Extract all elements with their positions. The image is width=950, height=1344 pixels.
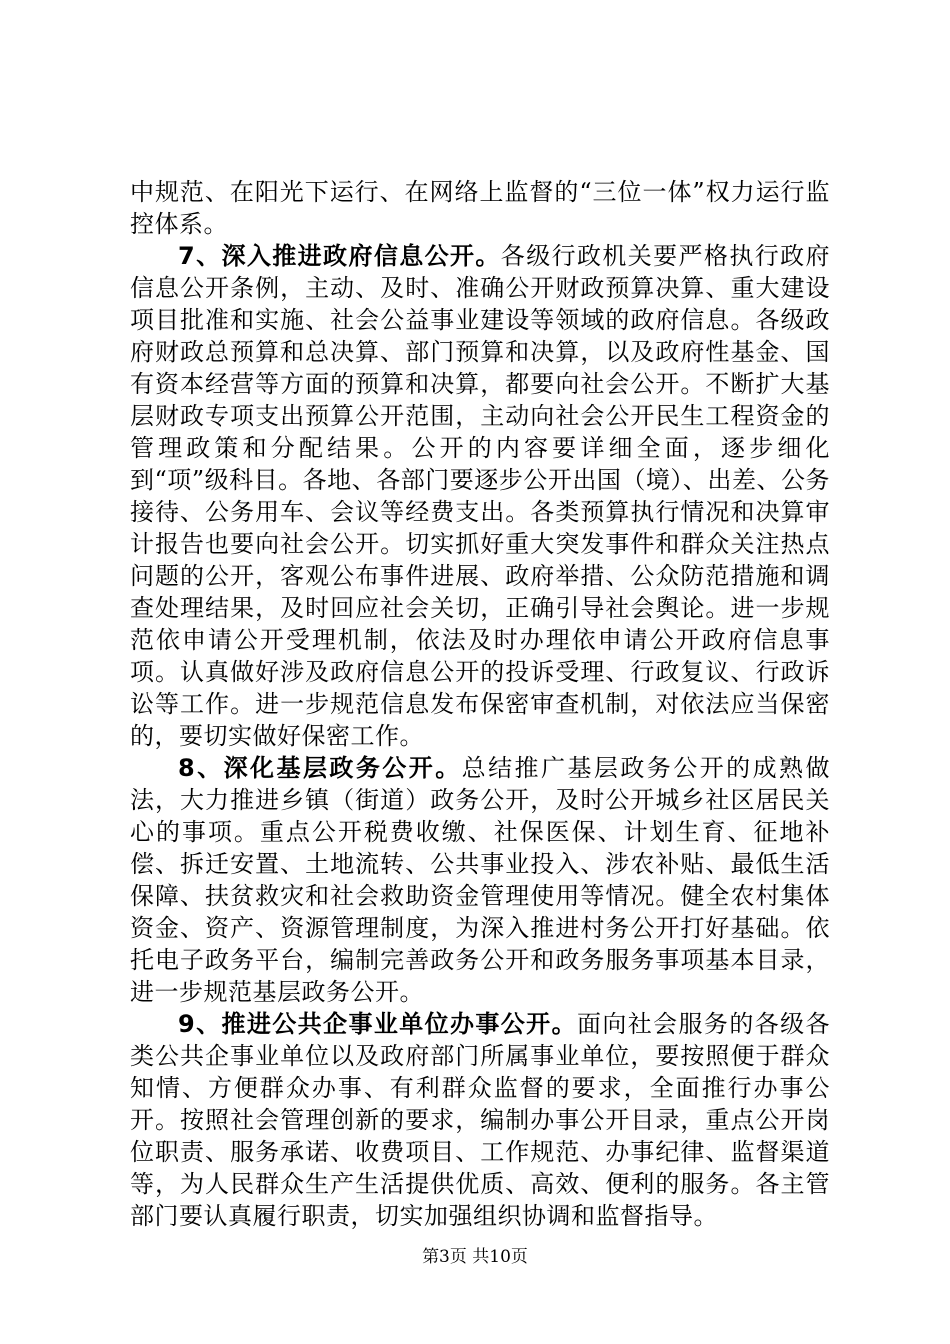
paragraph-text: 中规范、在阳光下运行、在网络上监督的“三位一体”权力运行监控体系。 xyxy=(130,178,830,238)
paragraph-heading: 7、深入推进政府信息公开。 xyxy=(178,242,501,270)
page-footer xyxy=(0,1242,950,1267)
paragraph-item-8 xyxy=(130,752,830,1008)
document-body xyxy=(130,176,830,1232)
paragraph-item-9 xyxy=(130,1008,830,1232)
paragraph-text: 各级行政机关要严格执行政府信息公开条例，主动、及时、准确公开财政预算决算、重大建设项目批准和实施、社会公益事业建设等领域的政府信息。各级政府财政总预算和总决算、部门预算和决算，以及政府性基金、国有资本经营等方面的预算和决算，都要向社会公开。不断扩大基层财政专项支出预算公开范围，主动向社会公开民生工程资金的管理政策和分配结果。公开的内容要详细全面，逐步细化到“项”级科目。各地、各部门要逐步公开出国（境）、出差、公务接待、公务用车、会议等经费支出。各类预算执行情况和决算审计报告也要向社会公开。切实抓好重大突发事件和群众关注热点问题的公开，客观公布事件进展、政府举措、公众防范措施和调查处理结果，及时回应社会关切，正确引导社会舆论。进一步规范依申请公开受理机制，依法及时办理依申请公开政府信息事项。认真做好涉及政府信息公开的投诉受理、行政复议、行政诉讼等工作。进一步规范信息发布保密审查机制，对依法应当保密的，要切实做好保密工作。 xyxy=(130,242,830,750)
paragraph-text: 面向社会服务的各级各类公共企事业单位以及政府部门所属事业单位，要按照便于群众知情、方便群众办事、有利群众监督的要求，全面推行办事公开。按照社会管理创新的要求，编制办事公开目录，重点公开岗位职责、服务承诺、收费项目、工作规范、办事纪律、监督渠道等，为人民群众生产生活提供优质、高效、便利的服务。各主管部门要认真履行职责，切实加强组织协调和监督指导。 xyxy=(130,1010,830,1230)
paragraph-continuation xyxy=(130,176,830,240)
paragraph-heading: 8、深化基层政务公开。 xyxy=(178,754,462,782)
paragraph-item-7 xyxy=(130,240,830,752)
page-number: 第3页 共10页 xyxy=(422,1247,528,1267)
paragraph-text: 总结推广基层政务公开的成熟做法，大力推进乡镇（街道）政务公开，及时公开城乡社区居民关心的事项。重点公开税费收缴、社保医保、计划生育、征地补偿、拆迁安置、土地流转、公共事业投入、涉农补贴、最低生活保障、扶贫救灾和社会救助资金管理使用等情况。健全农村集体资金、资产、资源管理制度，为深入推进村务公开打好基础。依托电子政务平台，编制完善政务公开和政务服务事项基本目录，进一步规范基层政务公开。 xyxy=(130,754,831,1006)
paragraph-heading: 9、推进公共企事业单位办事公开。 xyxy=(178,1010,577,1038)
